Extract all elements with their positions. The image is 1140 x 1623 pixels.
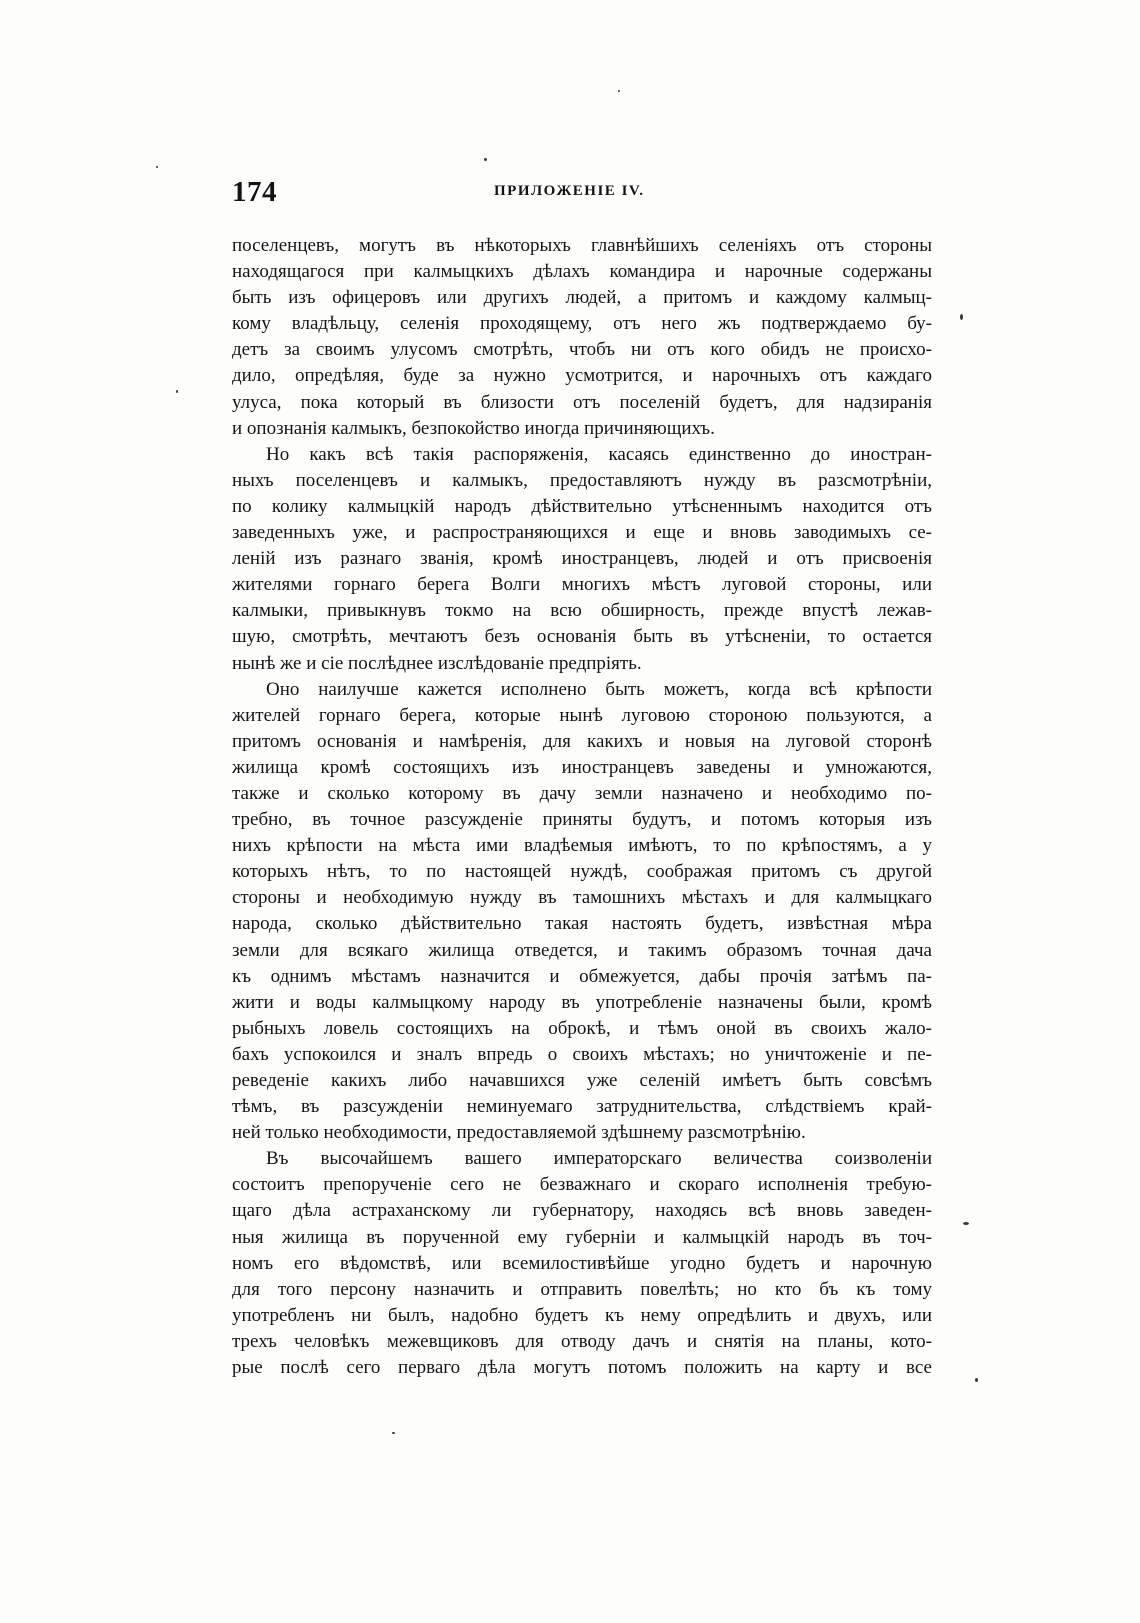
text-line: детъ за своимъ улусомъ смотрѣть, чтобъ ни отъ кого обидъ не происхо- <box>232 339 932 361</box>
scan-speck <box>176 390 178 393</box>
text-line: калмыки, привыкнувъ токмо на всю обширность, прежде впустѣ лежав- <box>232 600 932 622</box>
text-line: и опознанія калмыкъ, безпокойство иногда причиняющихъ. <box>232 417 715 439</box>
text-line: быть изъ офицеровъ или другихъ людей, а притомъ и каждому калмыц- <box>232 287 932 309</box>
paragraph <box>232 677 932 1147</box>
body-text <box>232 233 932 1381</box>
page-number: 174 <box>232 176 277 208</box>
text-line: къ однимъ мѣстамъ назначится и обмежуется, дабы прочія затѣмъ па- <box>232 965 932 987</box>
text-line: номъ его вѣдомствѣ, или всемилостивѣйше угодно будетъ и нарочную <box>232 1252 932 1274</box>
scan-speck <box>156 166 158 168</box>
text-line: бахъ успокоился и зналъ впредь о своихъ мѣстахъ; но уничтоженіе и пе- <box>232 1043 932 1065</box>
text-line: тѣмъ, въ разсужденіи неминуемаго затруднительства, слѣдствіемъ край- <box>232 1096 932 1118</box>
text-line: притомъ основанія и намѣренія, для какихъ и новыя на луговой сторонѣ <box>232 730 932 752</box>
paragraph <box>232 1146 932 1381</box>
text-line: поселенцевъ, могутъ въ нѣкоторыхъ главнѣйшихъ селеніяхъ отъ стороны <box>232 235 932 256</box>
text-line: рыбныхъ ловель состоящихъ на оброкѣ, и тѣмъ оной въ своихъ жало- <box>232 1017 932 1039</box>
scan-speck <box>392 1432 395 1434</box>
text-line: шую, смотрѣть, мечтаютъ безъ основанія быть въ утѣсненіи, то остается <box>232 626 932 648</box>
text-line: Въ высочайшемъ вашего императорскаго величества соизволеніи <box>266 1148 932 1170</box>
paragraph <box>232 233 932 442</box>
text-line: жилища кромѣ состоящихъ изъ иностранцевъ заведены и умножаются, <box>232 756 932 778</box>
page-header <box>232 176 932 216</box>
text-line: реведеніе какихъ либо начавшихся уже селеній имѣетъ быть совсѣмъ <box>232 1070 932 1091</box>
text-line: жителей горнаго берега, которые нынѣ луговою стороною пользуются, а <box>232 704 932 726</box>
text-line: нихъ крѣпости на мѣста ими владѣемыя имѣютъ, то по крѣпостямъ, а у <box>232 835 932 857</box>
text-line: употребленъ ни былъ, надобно будетъ къ нему опредѣлить и двухъ, или <box>232 1304 932 1326</box>
text-line: для того персону назначить и отправить повелѣть; но кто бъ къ тому <box>232 1278 932 1300</box>
text-line: стороны и необходимую нужду въ тамошнихъ мѣстахъ и для калмыцкаго <box>232 887 932 909</box>
text-line: Оно наилучше кажется исполнено быть можетъ, когда всѣ крѣпости <box>266 678 932 700</box>
text-line: по колику калмыцкій народъ дѣйствительно утѣсненнымъ находится отъ <box>232 495 932 517</box>
text-line: народа, сколько дѣйствительно такая настоять будетъ, извѣстная мѣра <box>232 913 932 935</box>
text-line: дило, опредѣляя, буде за нужно усмотрится, и нарочныхъ отъ каждаго <box>232 365 932 387</box>
text-line: трехъ человѣкъ межевщиковъ для отводу дачъ и снятія на планы, кото- <box>232 1330 932 1352</box>
paragraph <box>232 442 932 677</box>
text-line: требно, въ точное разсужденіе приняты будутъ, и потомъ которыя изъ <box>232 809 932 831</box>
text-line: щаго дѣла астраханскому ли губернатору, находясь всѣ вновь заведен- <box>232 1200 932 1222</box>
text-line: кому владѣльцу, селенія проходящему, отъ него жъ подтверждаемо бу- <box>232 313 932 335</box>
text-line: жити и воды калмыцкому народу въ употребленіе назначены были, кромѣ <box>232 991 932 1013</box>
text-line: состоитъ препорученіе сего не безважнаго и скораго исполненія требую- <box>232 1174 932 1196</box>
running-head: ПРИЛОЖЕНІЕ IV. <box>494 183 645 199</box>
text-line: нынѣ же и сіе послѣднее изслѣдованіе предпріять. <box>232 652 642 674</box>
text-line: Но какъ всѣ такія распоряженія, касаясь единственно до иностран- <box>266 443 932 465</box>
text-line: ныя жилища въ порученной ему губерніи и калмыцкій народъ въ точ- <box>232 1226 932 1248</box>
text-line: также и сколько которому въ дачу земли назначено и необходимо по- <box>232 782 932 804</box>
scan-speck <box>975 1378 978 1382</box>
text-line: рые послѣ сего перваго дѣла могутъ потомъ положить на карту и все <box>232 1357 932 1379</box>
text-line: земли для всякаго жилища отведется, и такимъ образомъ точная дача <box>232 939 932 961</box>
scan-speck <box>618 90 620 92</box>
text-line: заведенныхъ уже, и распространяющихся и еще и вновь заводимыхъ се- <box>232 522 932 544</box>
text-line: жителями горнаго берега Волги многихъ мѣстъ луговой стороны, или <box>232 574 932 596</box>
scan-speck <box>484 158 487 161</box>
text-line: леній изъ разнаго званія, кромѣ иностранцевъ, людей и отъ присвоенія <box>232 548 932 570</box>
text-line: ныхъ поселенцевъ и калмыкъ, предоставляютъ нужду въ разсмотрѣніи, <box>232 469 932 491</box>
text-line: ней только необходимости, предоставляемой здѣшнему разсмотрѣнію. <box>232 1122 806 1144</box>
text-line: которыхъ нѣтъ, то по настоящей нуждѣ, соображая притомъ съ другой <box>232 861 932 883</box>
text-line: улуса, пока который въ близости отъ поселеній будетъ, для надзиранія <box>232 391 932 413</box>
text-line: находящагося при калмыцкихъ дѣлахъ командира и нарочные содержаны <box>232 261 932 283</box>
scan-speck <box>960 314 963 320</box>
scan-speck <box>963 1222 969 1225</box>
